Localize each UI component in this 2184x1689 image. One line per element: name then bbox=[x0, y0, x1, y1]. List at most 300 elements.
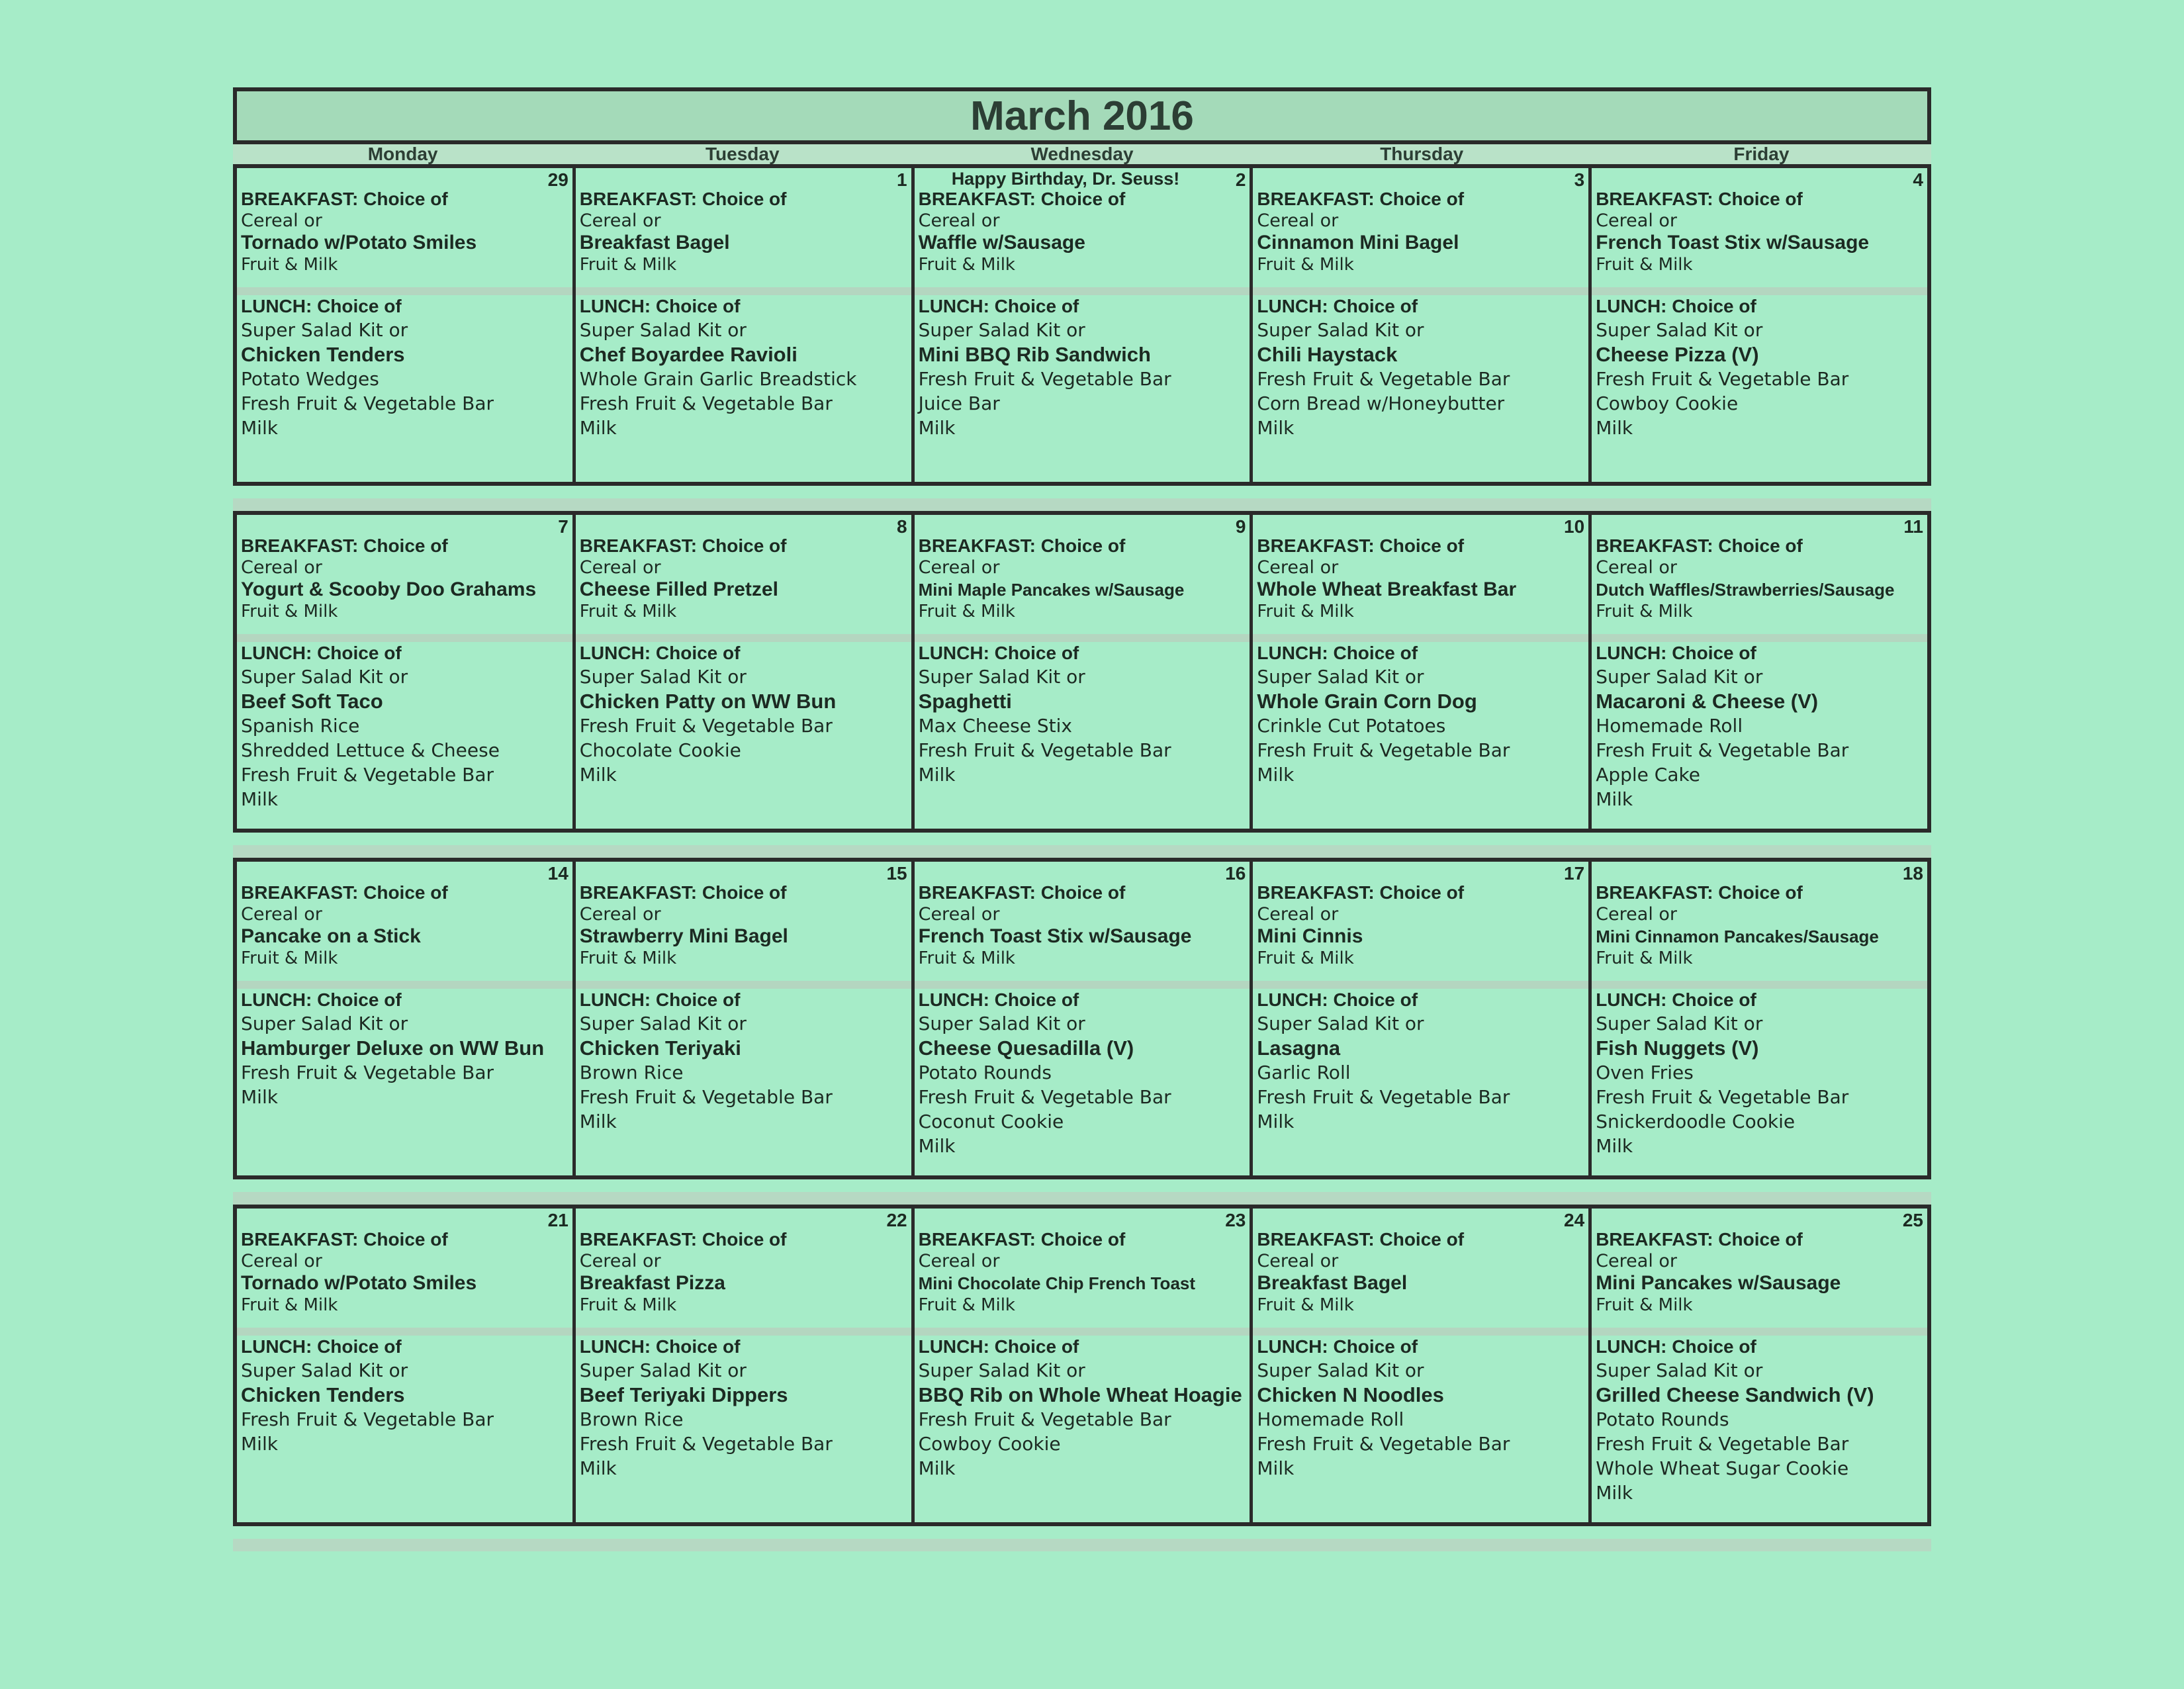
breakfast-sides: Fruit & Milk bbox=[579, 255, 677, 275]
lunch-side-item: Fresh Fruit & Vegetable Bar bbox=[918, 739, 1171, 761]
day-number: 25 bbox=[1902, 1210, 1923, 1230]
calendar-weeks bbox=[233, 164, 1931, 1551]
day-cell bbox=[237, 862, 576, 1175]
weekday-wednesday: Wednesday bbox=[912, 144, 1251, 164]
breakfast-main-item: Breakfast Bagel bbox=[579, 232, 730, 253]
section-divider bbox=[1253, 981, 1588, 989]
lunch-section bbox=[241, 642, 569, 811]
lunch-side-item: Fresh Fruit & Vegetable Bar bbox=[1257, 1086, 1510, 1108]
breakfast-main-item: French Toast Stix w/Sausage bbox=[918, 925, 1192, 947]
breakfast-main-item: Mini Pancakes w/Sausage bbox=[1596, 1272, 1841, 1294]
lunch-section bbox=[1257, 295, 1584, 440]
breakfast-main-item: Mini Cinnamon Pancakes/Sausage bbox=[1596, 927, 1879, 946]
day-number: 16 bbox=[1225, 863, 1246, 884]
lunch-section bbox=[919, 642, 1246, 787]
lunch-main-item: Chili Haystack bbox=[1257, 343, 1398, 366]
breakfast-section bbox=[919, 535, 1246, 634]
day-note: Happy Birthday, Dr. Seuss! bbox=[951, 169, 1180, 189]
lunch-side-item: Milk bbox=[579, 417, 617, 439]
lunch-option: Super Salad Kit or bbox=[241, 1359, 408, 1381]
lunch-side-item: Fresh Fruit & Vegetable Bar bbox=[241, 764, 494, 786]
day-note bbox=[1596, 1209, 1923, 1228]
lunch-section bbox=[241, 295, 569, 440]
lunch-side-item: Cowboy Cookie bbox=[1596, 392, 1739, 414]
lunch-section bbox=[1596, 642, 1923, 811]
breakfast-option: Cereal or bbox=[918, 904, 1000, 925]
lunch-main-item: Beef Teriyaki Dippers bbox=[579, 1383, 788, 1406]
day-note bbox=[580, 515, 907, 535]
breakfast-section bbox=[580, 535, 907, 634]
lunch-main-item: Lasagna bbox=[1257, 1036, 1341, 1060]
lunch-side-item: Milk bbox=[1596, 417, 1633, 439]
breakfast-option: Cereal or bbox=[1257, 1251, 1339, 1271]
day-cell bbox=[1592, 1209, 1927, 1522]
day-note bbox=[241, 515, 569, 535]
breakfast-sides: Fruit & Milk bbox=[579, 1295, 677, 1315]
section-divider bbox=[1592, 634, 1927, 642]
day-number: 8 bbox=[897, 516, 907, 537]
breakfast-main-item: Strawberry Mini Bagel bbox=[579, 925, 788, 947]
section-divider bbox=[1592, 287, 1927, 295]
day-number: 22 bbox=[886, 1210, 907, 1230]
section-divider bbox=[915, 1328, 1250, 1336]
lunch-side-item: Apple Cake bbox=[1596, 764, 1700, 786]
day-number: 14 bbox=[547, 863, 569, 884]
breakfast-header: BREAKFAST: Choice of bbox=[1596, 189, 1803, 209]
breakfast-section bbox=[241, 188, 569, 287]
breakfast-sides: Fruit & Milk bbox=[241, 255, 338, 275]
weekday-header-row bbox=[233, 144, 1931, 164]
week-separator bbox=[233, 1179, 1931, 1205]
lunch-side-item: Fresh Fruit & Vegetable Bar bbox=[1257, 739, 1510, 761]
day-cell bbox=[576, 168, 915, 482]
day-note bbox=[241, 1209, 569, 1228]
lunch-section bbox=[1596, 1336, 1923, 1505]
lunch-header: LUNCH: Choice of bbox=[1257, 643, 1418, 663]
breakfast-option: Cereal or bbox=[918, 557, 1000, 578]
lunch-section bbox=[580, 1336, 907, 1481]
lunch-option: Super Salad Kit or bbox=[918, 319, 1085, 341]
lunch-side-item: Fresh Fruit & Vegetable Bar bbox=[579, 1433, 833, 1455]
day-note bbox=[1596, 168, 1923, 188]
lunch-header: LUNCH: Choice of bbox=[241, 989, 402, 1010]
lunch-side-item: Fresh Fruit & Vegetable Bar bbox=[918, 368, 1171, 390]
breakfast-main-item: Breakfast Bagel bbox=[1257, 1272, 1408, 1294]
breakfast-section bbox=[1257, 535, 1584, 634]
lunch-side-item: Corn Bread w/Honeybutter bbox=[1257, 392, 1505, 414]
lunch-option: Super Salad Kit or bbox=[579, 319, 747, 341]
lunch-header: LUNCH: Choice of bbox=[1596, 1336, 1756, 1357]
breakfast-option: Cereal or bbox=[918, 1251, 1000, 1271]
breakfast-option: Cereal or bbox=[241, 557, 322, 578]
section-divider bbox=[1253, 1328, 1588, 1336]
section-divider bbox=[237, 1328, 572, 1336]
breakfast-option: Cereal or bbox=[1257, 210, 1339, 231]
breakfast-header: BREAKFAST: Choice of bbox=[918, 535, 1126, 556]
lunch-side-item: Crinkle Cut Potatoes bbox=[1257, 715, 1446, 737]
lunch-header: LUNCH: Choice of bbox=[1257, 989, 1418, 1010]
lunch-header: LUNCH: Choice of bbox=[241, 296, 402, 316]
lunch-side-item: Fresh Fruit & Vegetable Bar bbox=[579, 1086, 833, 1108]
breakfast-main-item: Tornado w/Potato Smiles bbox=[241, 232, 477, 253]
day-cell bbox=[1253, 168, 1592, 482]
day-cell bbox=[576, 1209, 915, 1522]
lunch-side-item: Fresh Fruit & Vegetable Bar bbox=[1257, 1433, 1510, 1455]
lunch-side-item: Whole Grain Garlic Breadstick bbox=[579, 368, 857, 390]
day-cell bbox=[237, 1209, 576, 1522]
section-divider bbox=[1592, 1328, 1927, 1336]
day-note bbox=[580, 862, 907, 882]
breakfast-header: BREAKFAST: Choice of bbox=[1596, 535, 1803, 556]
lunch-header: LUNCH: Choice of bbox=[918, 643, 1079, 663]
breakfast-sides: Fruit & Milk bbox=[579, 602, 677, 621]
breakfast-header: BREAKFAST: Choice of bbox=[1257, 1229, 1465, 1250]
breakfast-option: Cereal or bbox=[1596, 210, 1678, 231]
breakfast-section bbox=[241, 882, 569, 981]
lunch-main-item: Hamburger Deluxe on WW Bun bbox=[241, 1036, 545, 1060]
lunch-option: Super Salad Kit or bbox=[241, 666, 408, 688]
lunch-side-item: Fresh Fruit & Vegetable Bar bbox=[579, 715, 833, 737]
lunch-main-item: Chicken N Noodles bbox=[1257, 1383, 1444, 1406]
lunch-main-item: Chicken Tenders bbox=[241, 1383, 405, 1406]
day-number: 9 bbox=[1235, 516, 1246, 537]
lunch-header: LUNCH: Choice of bbox=[1257, 1336, 1418, 1357]
breakfast-option: Cereal or bbox=[579, 557, 661, 578]
breakfast-section bbox=[580, 188, 907, 287]
lunch-section bbox=[1596, 295, 1923, 440]
breakfast-section bbox=[241, 1228, 569, 1328]
section-divider bbox=[1592, 981, 1927, 989]
lunch-section bbox=[580, 295, 907, 440]
lunch-section bbox=[241, 1336, 569, 1456]
day-note bbox=[241, 862, 569, 882]
lunch-header: LUNCH: Choice of bbox=[241, 1336, 402, 1357]
lunch-main-item: BBQ Rib on Whole Wheat Hoagie bbox=[918, 1383, 1242, 1406]
weekday-friday: Friday bbox=[1592, 144, 1931, 164]
day-note bbox=[1257, 515, 1584, 535]
lunch-main-item: Chef Boyardee Ravioli bbox=[579, 343, 797, 366]
lunch-side-item: Homemade Roll bbox=[1257, 1408, 1404, 1430]
breakfast-option: Cereal or bbox=[579, 904, 661, 925]
lunch-option: Super Salad Kit or bbox=[1596, 319, 1763, 341]
lunch-option: Super Salad Kit or bbox=[1257, 1013, 1424, 1034]
lunch-main-item: Spaghetti bbox=[918, 690, 1012, 713]
lunch-header: LUNCH: Choice of bbox=[1596, 989, 1756, 1010]
breakfast-header: BREAKFAST: Choice of bbox=[579, 189, 787, 209]
day-cell bbox=[576, 862, 915, 1175]
day-cell bbox=[1592, 168, 1927, 482]
day-note bbox=[919, 862, 1246, 882]
day-number: 21 bbox=[547, 1210, 569, 1230]
lunch-side-item: Fresh Fruit & Vegetable Bar bbox=[918, 1086, 1171, 1108]
breakfast-header: BREAKFAST: Choice of bbox=[579, 882, 787, 903]
lunch-side-item: Spanish Rice bbox=[241, 715, 360, 737]
section-divider bbox=[576, 287, 911, 295]
lunch-section bbox=[1257, 1336, 1584, 1481]
lunch-side-item: Milk bbox=[241, 417, 278, 439]
day-cell bbox=[915, 862, 1253, 1175]
breakfast-header: BREAKFAST: Choice of bbox=[579, 1229, 787, 1250]
day-note bbox=[580, 168, 907, 188]
breakfast-main-item: Whole Wheat Breakfast Bar bbox=[1257, 578, 1517, 600]
breakfast-header: BREAKFAST: Choice of bbox=[241, 189, 448, 209]
lunch-side-item: Fresh Fruit & Vegetable Bar bbox=[1257, 368, 1510, 390]
lunch-side-item: Coconut Cookie bbox=[918, 1111, 1064, 1132]
lunch-header: LUNCH: Choice of bbox=[1596, 643, 1756, 663]
breakfast-main-item: Cheese Filled Pretzel bbox=[579, 578, 778, 600]
breakfast-option: Cereal or bbox=[1596, 557, 1678, 578]
breakfast-option: Cereal or bbox=[241, 904, 322, 925]
lunch-option: Super Salad Kit or bbox=[918, 1359, 1085, 1381]
lunch-side-item: Brown Rice bbox=[579, 1062, 684, 1083]
breakfast-section bbox=[580, 882, 907, 981]
day-cell bbox=[237, 168, 576, 482]
lunch-header: LUNCH: Choice of bbox=[579, 1336, 741, 1357]
breakfast-header: BREAKFAST: Choice of bbox=[241, 882, 448, 903]
weekday-monday: Monday bbox=[233, 144, 572, 164]
lunch-header: LUNCH: Choice of bbox=[918, 989, 1079, 1010]
day-number: 1 bbox=[897, 169, 907, 190]
lunch-side-item: Milk bbox=[579, 1457, 617, 1479]
lunch-section bbox=[1257, 642, 1584, 787]
lunch-side-item: Fresh Fruit & Vegetable Bar bbox=[1596, 1086, 1849, 1108]
lunch-option: Super Salad Kit or bbox=[1596, 1359, 1763, 1381]
breakfast-header: BREAKFAST: Choice of bbox=[241, 1229, 448, 1250]
lunch-option: Super Salad Kit or bbox=[241, 1013, 408, 1034]
breakfast-option: Cereal or bbox=[1257, 557, 1339, 578]
day-cell bbox=[1253, 1209, 1592, 1522]
lunch-side-item: Milk bbox=[1257, 764, 1295, 786]
breakfast-main-item: Waffle w/Sausage bbox=[918, 232, 1085, 253]
lunch-side-item: Fresh Fruit & Vegetable Bar bbox=[579, 392, 833, 414]
day-cell bbox=[1253, 862, 1592, 1175]
section-divider bbox=[576, 1328, 911, 1336]
breakfast-header: BREAKFAST: Choice of bbox=[1257, 882, 1465, 903]
breakfast-main-item: Breakfast Pizza bbox=[579, 1272, 725, 1294]
lunch-header: LUNCH: Choice of bbox=[241, 643, 402, 663]
lunch-option: Super Salad Kit or bbox=[241, 319, 408, 341]
lunch-side-item: Potato Rounds bbox=[918, 1062, 1052, 1083]
day-cell bbox=[915, 515, 1253, 829]
lunch-header: LUNCH: Choice of bbox=[579, 643, 741, 663]
page-title: March 2016 bbox=[970, 93, 1194, 139]
lunch-option: Super Salad Kit or bbox=[1596, 1013, 1763, 1034]
breakfast-sides: Fruit & Milk bbox=[1257, 255, 1354, 275]
lunch-side-item: Milk bbox=[1257, 417, 1295, 439]
lunch-side-item: Milk bbox=[1596, 1482, 1633, 1504]
lunch-option: Super Salad Kit or bbox=[579, 1013, 747, 1034]
lunch-side-item: Milk bbox=[918, 417, 956, 439]
lunch-side-item: Cowboy Cookie bbox=[918, 1433, 1061, 1455]
day-note bbox=[580, 1209, 907, 1228]
breakfast-main-item: Cinnamon Mini Bagel bbox=[1257, 232, 1459, 253]
lunch-header: LUNCH: Choice of bbox=[1257, 296, 1418, 316]
day-number: 23 bbox=[1225, 1210, 1246, 1230]
lunch-main-item: Fish Nuggets (V) bbox=[1596, 1036, 1759, 1060]
lunch-main-item: Chicken Tenders bbox=[241, 343, 405, 366]
breakfast-section bbox=[1257, 188, 1584, 287]
breakfast-header: BREAKFAST: Choice of bbox=[918, 189, 1126, 209]
day-number: 7 bbox=[558, 516, 569, 537]
lunch-header: LUNCH: Choice of bbox=[579, 296, 741, 316]
day-number: 24 bbox=[1564, 1210, 1585, 1230]
lunch-side-item: Fresh Fruit & Vegetable Bar bbox=[1596, 368, 1849, 390]
breakfast-option: Cereal or bbox=[1257, 904, 1339, 925]
lunch-side-item: Snickerdoodle Cookie bbox=[1596, 1111, 1796, 1132]
lunch-side-item: Milk bbox=[241, 1086, 278, 1108]
breakfast-header: BREAKFAST: Choice of bbox=[1596, 1229, 1803, 1250]
lunch-side-item: Chocolate Cookie bbox=[579, 739, 741, 761]
lunch-section bbox=[1596, 989, 1923, 1158]
day-number: 10 bbox=[1564, 516, 1585, 537]
section-divider bbox=[915, 287, 1250, 295]
lunch-side-item: Potato Wedges bbox=[241, 368, 379, 390]
lunch-header: LUNCH: Choice of bbox=[918, 1336, 1079, 1357]
section-divider bbox=[237, 287, 572, 295]
week-row bbox=[233, 511, 1931, 833]
breakfast-main-item: Tornado w/Potato Smiles bbox=[241, 1272, 477, 1294]
day-number: 11 bbox=[1903, 516, 1923, 537]
day-cell bbox=[576, 515, 915, 829]
lunch-header: LUNCH: Choice of bbox=[918, 296, 1079, 316]
lunch-side-item: Milk bbox=[1257, 1111, 1295, 1132]
section-divider bbox=[915, 634, 1250, 642]
breakfast-main-item: Dutch Waffles/Strawberries/Sausage bbox=[1596, 580, 1895, 600]
breakfast-sides: Fruit & Milk bbox=[1596, 255, 1693, 275]
section-divider bbox=[237, 634, 572, 642]
day-number: 3 bbox=[1574, 169, 1585, 190]
lunch-option: Super Salad Kit or bbox=[1257, 666, 1424, 688]
lunch-option: Super Salad Kit or bbox=[1596, 666, 1763, 688]
breakfast-option: Cereal or bbox=[579, 210, 661, 231]
lunch-header: LUNCH: Choice of bbox=[1596, 296, 1756, 316]
breakfast-section bbox=[580, 1228, 907, 1328]
week-separator bbox=[233, 486, 1931, 511]
lunch-side-item: Fresh Fruit & Vegetable Bar bbox=[241, 1062, 494, 1083]
lunch-side-item: Juice Bar bbox=[918, 392, 1000, 414]
lunch-side-item: Whole Wheat Sugar Cookie bbox=[1596, 1457, 1849, 1479]
day-number: 29 bbox=[547, 169, 569, 190]
breakfast-section bbox=[1596, 1228, 1923, 1328]
breakfast-sides: Fruit & Milk bbox=[918, 1295, 1015, 1315]
day-note bbox=[919, 1209, 1246, 1228]
day-note bbox=[1596, 515, 1923, 535]
lunch-side-item: Milk bbox=[918, 764, 956, 786]
title-banner bbox=[233, 87, 1931, 144]
day-note bbox=[1596, 862, 1923, 882]
lunch-side-item: Shredded Lettuce & Cheese bbox=[241, 739, 500, 761]
lunch-side-item: Garlic Roll bbox=[1257, 1062, 1351, 1083]
day-number: 18 bbox=[1902, 863, 1923, 884]
day-number: 15 bbox=[886, 863, 907, 884]
lunch-section bbox=[919, 295, 1246, 440]
breakfast-sides: Fruit & Milk bbox=[241, 948, 338, 968]
day-cell bbox=[1592, 862, 1927, 1175]
lunch-section bbox=[580, 989, 907, 1134]
breakfast-section bbox=[1257, 882, 1584, 981]
lunch-side-item: Potato Rounds bbox=[1596, 1408, 1729, 1430]
menu-calendar bbox=[233, 87, 1931, 1551]
week-separator bbox=[233, 1526, 1931, 1551]
breakfast-sides: Fruit & Milk bbox=[241, 1295, 338, 1315]
day-cell bbox=[1592, 515, 1927, 829]
breakfast-sides: Fruit & Milk bbox=[1596, 948, 1693, 968]
breakfast-sides: Fruit & Milk bbox=[918, 948, 1015, 968]
lunch-side-item: Milk bbox=[579, 1111, 617, 1132]
breakfast-section bbox=[1596, 535, 1923, 634]
lunch-section bbox=[919, 1336, 1246, 1481]
day-cell bbox=[1253, 515, 1592, 829]
lunch-section bbox=[580, 642, 907, 787]
breakfast-sides: Fruit & Milk bbox=[1596, 602, 1693, 621]
day-note bbox=[241, 168, 569, 188]
lunch-main-item: Cheese Pizza (V) bbox=[1596, 343, 1759, 366]
lunch-side-item: Fresh Fruit & Vegetable Bar bbox=[1596, 1433, 1849, 1455]
day-number: 17 bbox=[1564, 863, 1585, 884]
breakfast-section bbox=[1596, 882, 1923, 981]
lunch-option: Super Salad Kit or bbox=[1257, 1359, 1424, 1381]
breakfast-section bbox=[241, 535, 569, 634]
lunch-side-item: Oven Fries bbox=[1596, 1062, 1694, 1083]
week-row bbox=[233, 164, 1931, 486]
lunch-main-item: Macaroni & Cheese (V) bbox=[1596, 690, 1819, 713]
breakfast-sides: Fruit & Milk bbox=[1257, 602, 1354, 621]
lunch-side-item: Brown Rice bbox=[579, 1408, 684, 1430]
section-divider bbox=[237, 981, 572, 989]
lunch-option: Super Salad Kit or bbox=[1257, 319, 1424, 341]
breakfast-option: Cereal or bbox=[918, 210, 1000, 231]
week-row bbox=[233, 1205, 1931, 1526]
lunch-side-item: Homemade Roll bbox=[1596, 715, 1743, 737]
lunch-side-item: Milk bbox=[918, 1135, 956, 1157]
lunch-section bbox=[919, 989, 1246, 1158]
lunch-section bbox=[241, 989, 569, 1109]
breakfast-main-item: Mini Cinnis bbox=[1257, 925, 1363, 947]
lunch-side-item: Fresh Fruit & Vegetable Bar bbox=[1596, 739, 1849, 761]
section-divider bbox=[1253, 287, 1588, 295]
day-cell bbox=[237, 515, 576, 829]
breakfast-section bbox=[1596, 188, 1923, 287]
day-note bbox=[1257, 1209, 1584, 1228]
day-note bbox=[1257, 168, 1584, 188]
lunch-side-item: Fresh Fruit & Vegetable Bar bbox=[241, 1408, 494, 1430]
breakfast-header: BREAKFAST: Choice of bbox=[579, 535, 787, 556]
day-number: 4 bbox=[1913, 169, 1923, 190]
breakfast-sides: Fruit & Milk bbox=[1257, 948, 1354, 968]
lunch-side-item: Milk bbox=[1596, 788, 1633, 810]
weekday-thursday: Thursday bbox=[1252, 144, 1592, 164]
section-divider bbox=[576, 981, 911, 989]
breakfast-option: Cereal or bbox=[1596, 904, 1678, 925]
breakfast-section bbox=[919, 882, 1246, 981]
lunch-option: Super Salad Kit or bbox=[918, 666, 1085, 688]
lunch-header: LUNCH: Choice of bbox=[579, 989, 741, 1010]
breakfast-main-item: French Toast Stix w/Sausage bbox=[1596, 232, 1870, 253]
lunch-side-item: Milk bbox=[241, 788, 278, 810]
lunch-main-item: Grilled Cheese Sandwich (V) bbox=[1596, 1383, 1874, 1406]
breakfast-sides: Fruit & Milk bbox=[918, 255, 1015, 275]
breakfast-section bbox=[919, 188, 1246, 287]
breakfast-header: BREAKFAST: Choice of bbox=[241, 535, 448, 556]
section-divider bbox=[1253, 634, 1588, 642]
breakfast-option: Cereal or bbox=[579, 1251, 661, 1271]
section-divider bbox=[915, 981, 1250, 989]
breakfast-header: BREAKFAST: Choice of bbox=[1596, 882, 1803, 903]
lunch-section bbox=[1257, 989, 1584, 1134]
lunch-main-item: Chicken Teriyaki bbox=[579, 1036, 741, 1060]
lunch-side-item: Milk bbox=[1257, 1457, 1295, 1479]
breakfast-section bbox=[1257, 1228, 1584, 1328]
